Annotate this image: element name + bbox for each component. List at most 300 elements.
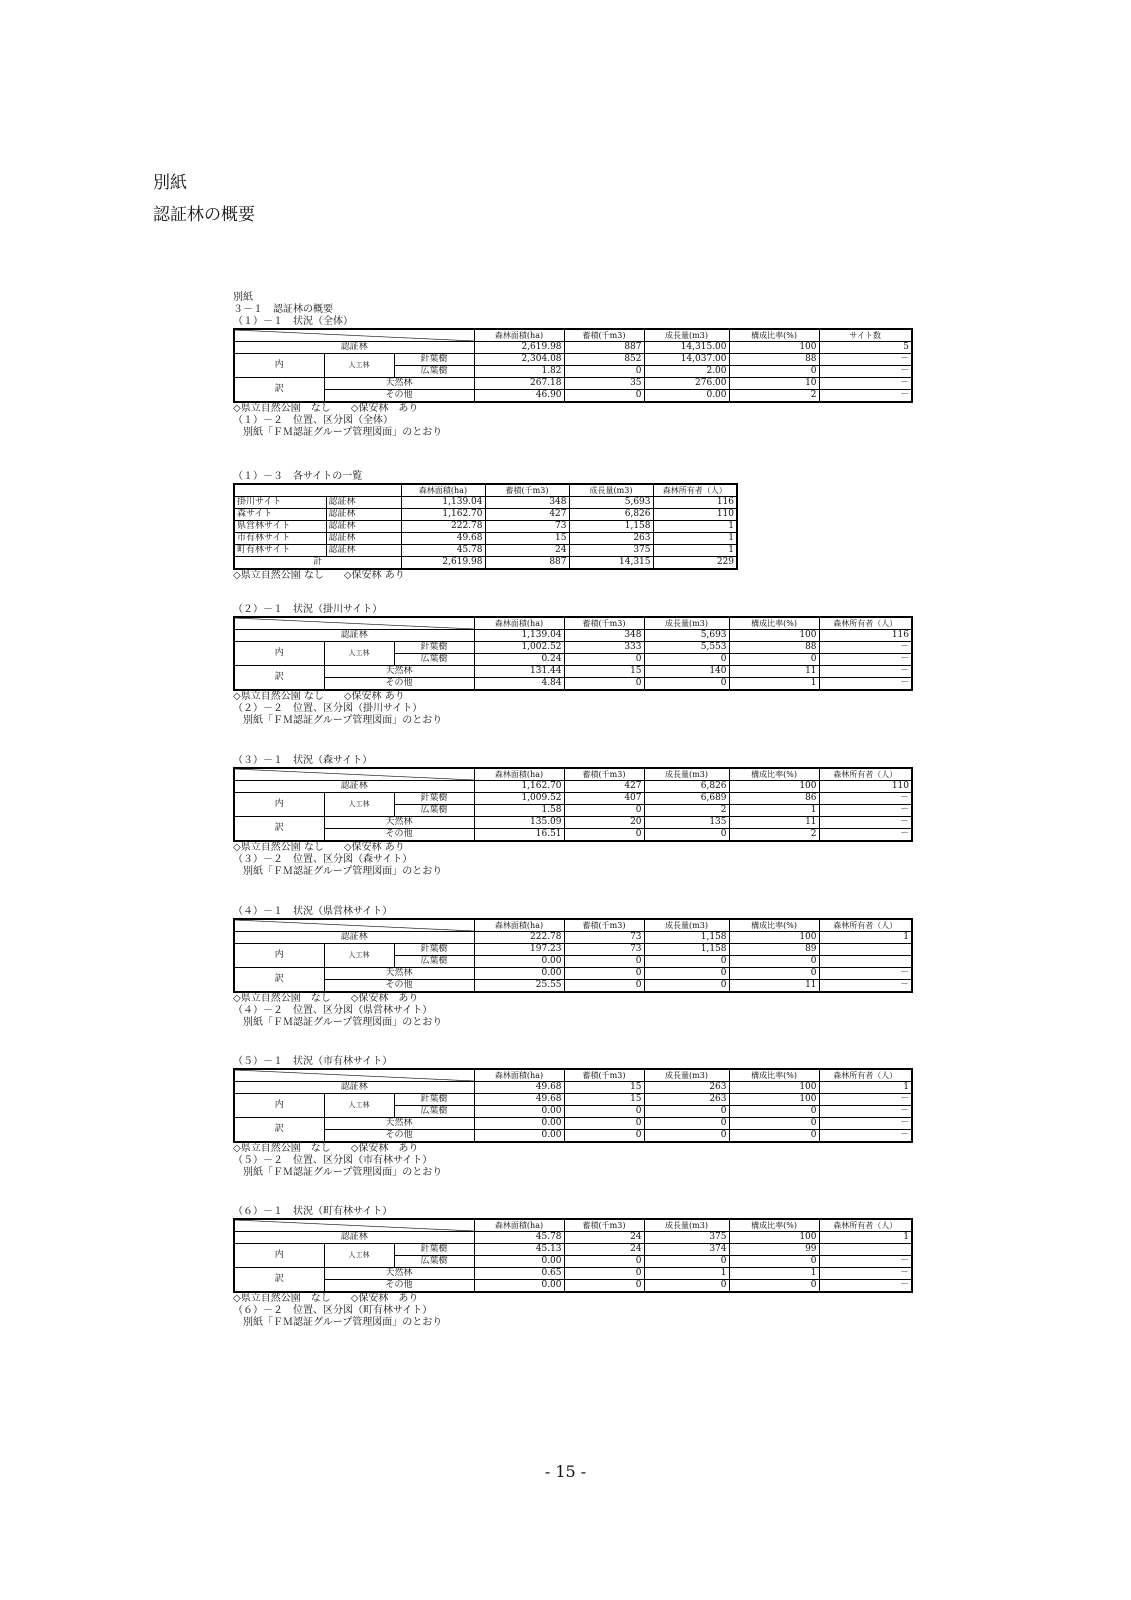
cell: － [819,980,912,993]
row-label: 広葉樹 [394,1106,474,1118]
reference: 別紙「ＦＭ認証グループ管理図面」のとおり [243,715,443,726]
page-header-label: 別紙 [153,173,187,193]
cell: 5,693 [644,630,729,642]
site-status-table [233,616,913,691]
cell: 263 [644,1082,729,1094]
note: ◇県立自然公園 なし ◇保安林 あり [233,842,405,853]
cell: 11 [729,980,819,993]
site-section [233,1206,933,1329]
overall-status-heading: （１）－１ 状況（全体） [233,316,353,327]
col-header: 蓄積(千m3) [564,768,644,781]
overall-status-table [233,328,913,403]
cell: 0 [729,1280,819,1293]
cell: 0 [564,678,644,691]
col-header: 成長量(m3) [644,768,729,781]
cell: 100 [729,1232,819,1244]
cell: 1,139.04 [401,497,485,509]
row-label: 人工林 [324,354,394,378]
row-label: 認証林 [234,630,474,642]
corner-cell [234,768,474,781]
cell: 333 [564,642,644,654]
cell: 0.00 [474,1106,564,1118]
cell: 6,826 [569,509,653,521]
cell: 0 [644,1280,729,1293]
cell: 0 [729,654,819,666]
site-type: 認証林 [326,509,401,521]
cell: － [819,829,912,842]
site-section [233,604,933,727]
reference: 別紙「ＦＭ認証グループ管理図面」のとおり [243,866,443,877]
corner-cell [234,919,474,932]
cell: 0.00 [474,956,564,968]
cell: 100 [729,781,819,793]
note: ◇県立自然公園 なし ◇保安林 あり [233,403,419,414]
cell: 86 [729,793,819,805]
cell: 0 [644,829,729,842]
col-header: 森林面積(ha) [474,617,564,630]
reference: 別紙「ＦＭ認証グループ管理図面」のとおり [243,1167,443,1178]
cell: 131.44 [474,666,564,678]
cell: 0.00 [644,390,729,403]
cell: 35 [564,378,644,390]
row-label: 針葉樹 [394,354,474,366]
cell: 0 [644,1118,729,1130]
row-label: 人工林 [324,1244,394,1268]
cell: 887 [564,342,644,354]
row-label: 人工林 [324,1094,394,1118]
cell: － [819,642,912,654]
site-name: 町有林サイト [234,545,326,557]
col-header: 構成比率(%) [729,617,819,630]
cell: 2 [729,829,819,842]
cell: 45.78 [401,545,485,557]
site-list-row [234,545,737,557]
page-number: - 15 - [544,1462,587,1481]
cell: 1,158 [644,932,729,944]
row-label: 広葉樹 [394,654,474,666]
cell: － [819,1118,912,1130]
cell: 0 [564,1106,644,1118]
reference: 別紙「ＦＭ認証グループ管理図面」のとおり [243,1017,443,1028]
cell: 0 [729,1106,819,1118]
cell: － [819,1106,912,1118]
row-label: 人工林 [324,793,394,817]
cell: 110 [819,781,912,793]
cell: 1 [653,545,737,557]
cell: 0 [564,829,644,842]
row-label: 認証林 [234,781,474,793]
cell: 1 [653,533,737,545]
site-type: 認証林 [326,497,401,509]
cell: 1,158 [644,944,729,956]
cell: 49.68 [474,1094,564,1106]
cell: 0 [564,1280,644,1293]
row-label: その他 [324,1130,474,1143]
page-header-title: 認証林の概要 [153,205,255,225]
row-label: 天然林 [324,1118,474,1130]
cell: 0 [564,1130,644,1143]
cell: 2 [644,805,729,817]
cell: 267.18 [474,378,564,390]
site-status-table [233,1218,913,1293]
row-label: 訳 [234,666,324,691]
cell: 1.82 [474,366,564,378]
cell: 14,315.00 [644,342,729,354]
cell: 1,162.70 [401,509,485,521]
row-label: 訳 [234,968,324,993]
cell: 15 [564,1082,644,1094]
col-header: 蓄積(千m3) [564,1069,644,1082]
cell: 0 [729,1130,819,1143]
cell: 0 [564,1118,644,1130]
row-label: 広葉樹 [394,805,474,817]
note: ◇県立自然公園 なし ◇保安林 あり [233,1143,419,1154]
cell: 0 [644,654,729,666]
cell [819,956,912,968]
col-header: サイト数 [819,329,912,342]
cell: 116 [819,630,912,642]
col-header: 森林所有者（人） [653,484,737,497]
cell [819,1244,912,1256]
cell: 0 [729,956,819,968]
cell: 427 [564,781,644,793]
row-label: その他 [324,390,474,403]
site-name: 市有林サイト [234,533,326,545]
cell: 1 [819,1232,912,1244]
cell: 88 [729,354,819,366]
status-heading: （２）－１ 状況（掛川サイト） [233,604,383,615]
col-header: 構成比率(%) [729,919,819,932]
cell: 0.00 [474,1118,564,1130]
col-header: 蓄積(千m3) [564,329,644,342]
cell: 1 [653,521,737,533]
cell: 375 [569,545,653,557]
cell: 263 [569,533,653,545]
cell: － [819,354,912,366]
cell: 0 [564,1256,644,1268]
row-label: 認証林 [234,932,474,944]
row-label: 認証林 [234,342,474,354]
cell: 15 [564,666,644,678]
site-type: 認証林 [326,545,401,557]
cell: 45.13 [474,1244,564,1256]
cell: 49.68 [401,533,485,545]
cell: － [819,1268,912,1280]
cell: 2,619.98 [474,342,564,354]
col-header: 蓄積(千m3) [564,617,644,630]
site-name: 森サイト [234,509,326,521]
cell: 14,037.00 [644,354,729,366]
cell: 25.55 [474,980,564,993]
site-list-table [233,483,738,570]
cell: 0.00 [474,1130,564,1143]
col-header: 森林面積(ha) [474,768,564,781]
site-name: 県営林サイト [234,521,326,533]
cell: 0 [644,968,729,980]
cell: 10 [729,378,819,390]
cell: － [819,817,912,829]
location-heading: （５）－２ 位置、区分図（市有林サイト） [233,1155,433,1166]
cell: 2 [729,390,819,403]
cell: 24 [564,1244,644,1256]
cell: 6,689 [644,793,729,805]
cell: 0 [564,366,644,378]
cell: 11 [729,817,819,829]
cell: 0 [644,1256,729,1268]
location-heading: （４）－２ 位置、区分図（県営林サイト） [233,1005,433,1016]
cell: － [819,654,912,666]
col-header: 成長量(m3) [644,1219,729,1232]
cell: 5,553 [644,642,729,654]
row-label: 人工林 [324,944,394,968]
cell: 88 [729,642,819,654]
cell: 140 [644,666,729,678]
col-header: 森林所有者（人） [819,768,912,781]
site-section [233,906,933,1029]
cell: 135 [644,817,729,829]
site-list-row [234,533,737,545]
col-header: 森林面積(ha) [474,1069,564,1082]
cell: 229 [653,557,737,570]
row-label: 針葉樹 [394,1244,474,1256]
cell: － [819,1094,912,1106]
site-status-table [233,1068,913,1143]
overall-section [233,292,933,439]
row-label: 訳 [234,817,324,842]
row-label: 内 [234,1244,324,1268]
col-header: 森林面積(ha) [474,1219,564,1232]
col-header: 成長量(m3) [569,484,653,497]
col-header: 成長量(m3) [644,329,729,342]
cell: 11 [729,666,819,678]
cell: 5 [819,342,912,354]
col-header: 構成比率(%) [729,1069,819,1082]
cell: － [819,793,912,805]
row-label: 天然林 [324,817,474,829]
site-list-row [234,521,737,533]
cell [819,944,912,956]
note: ◇県立自然公園 なし ◇保安林 あり [233,1293,419,1304]
cell: 0.00 [474,968,564,980]
cell: 15 [564,1094,644,1106]
total-label: 計 [234,557,401,570]
cell: 0 [644,1106,729,1118]
location-heading: （３）－２ 位置、区分図（森サイト） [233,854,413,865]
col-header: 森林面積(ha) [474,329,564,342]
cell: 24 [485,545,569,557]
status-heading: （５）－１ 状況（市有林サイト） [233,1056,393,1067]
cell: － [819,678,912,691]
cell: － [819,366,912,378]
cell: 1 [729,805,819,817]
sub-heading: 別紙 [233,292,253,303]
cell: 24 [564,1232,644,1244]
col-header: 蓄積(千m3) [485,484,569,497]
site-list-row [234,497,737,509]
row-label: 針葉樹 [394,1094,474,1106]
corner-cell [234,617,474,630]
location-heading: （２）－２ 位置、区分図（掛川サイト） [233,703,423,714]
cell: 89 [729,944,819,956]
cell: 100 [729,342,819,354]
cell: － [819,968,912,980]
cell: 1 [644,1268,729,1280]
note: ◇県立自然公園 なし ◇保安林 あり [233,691,405,702]
cell: 852 [564,354,644,366]
cell: 46.90 [474,390,564,403]
cell: 197.23 [474,944,564,956]
cell: 887 [485,557,569,570]
cell: 1,162.70 [474,781,564,793]
note: ◇県立自然公園 なし ◇保安林 あり [233,993,419,1004]
site-type: 認証林 [326,533,401,545]
cell: 73 [564,944,644,956]
col-header: 構成比率(%) [729,329,819,342]
note: ◇県立自然公園 なし ◇保安林 あり [233,570,405,581]
cell: 49.68 [474,1082,564,1094]
cell: 0 [564,968,644,980]
corner-cell [234,1069,474,1082]
cell: 0 [729,366,819,378]
cell: － [819,1130,912,1143]
cell: － [819,805,912,817]
col-header: 蓄積(千m3) [564,919,644,932]
row-label: 内 [234,354,324,378]
cell: 375 [644,1232,729,1244]
row-label: 内 [234,1094,324,1118]
row-label: 天然林 [324,378,474,390]
site-section [233,1056,933,1179]
row-label: 針葉樹 [394,944,474,956]
cell: 100 [729,630,819,642]
cell: 0 [729,1256,819,1268]
corner-cell [234,484,401,497]
section-title: ３－１ 認証林の概要 [233,304,333,315]
col-header: 蓄積(千m3) [564,1219,644,1232]
cell: 0 [644,980,729,993]
cell: 15 [485,533,569,545]
row-label: 針葉樹 [394,642,474,654]
col-header: 構成比率(%) [729,768,819,781]
col-header: 森林所有者（人） [819,1069,912,1082]
site-list-row [234,509,737,521]
row-label: その他 [324,1280,474,1293]
cell: 99 [729,1244,819,1256]
cell: 1 [819,932,912,944]
reference: 別紙「ＦＭ認証グループ管理図面」のとおり [243,1317,443,1328]
cell: 0 [564,805,644,817]
cell: － [819,1256,912,1268]
row-label: 認証林 [234,1082,474,1094]
cell: 374 [644,1244,729,1256]
site-section [233,755,933,878]
row-label: 訳 [234,1118,324,1143]
cell: 1 [729,678,819,691]
cell: 45.78 [474,1232,564,1244]
row-label: 認証林 [234,1232,474,1244]
cell: 16.51 [474,829,564,842]
cell: 0 [564,956,644,968]
cell: 5,693 [569,497,653,509]
site-list-section [233,471,933,582]
col-header: 森林面積(ha) [474,919,564,932]
cell: 0 [564,1268,644,1280]
col-header: 成長量(m3) [644,1069,729,1082]
row-label: 内 [234,642,324,666]
site-list-heading: （１）－３ 各サイトの一覧 [233,471,363,482]
cell: 348 [564,630,644,642]
cell: 0 [729,1118,819,1130]
cell: 0.24 [474,654,564,666]
cell: 1 [819,1082,912,1094]
col-header: 森林所有者（人） [819,617,912,630]
cell: 73 [485,521,569,533]
corner-cell [234,329,474,342]
row-label: 天然林 [324,666,474,678]
row-label: 人工林 [324,642,394,666]
cell: 0 [644,1130,729,1143]
row-label: 天然林 [324,968,474,980]
row-label: その他 [324,678,474,691]
cell: 1,139.04 [474,630,564,642]
row-label: 広葉樹 [394,366,474,378]
row-label: 針葉樹 [394,793,474,805]
cell: 427 [485,509,569,521]
site-name: 掛川サイト [234,497,326,509]
cell: 135.09 [474,817,564,829]
cell: 1,002.52 [474,642,564,654]
location-heading: （１）－２ 位置、区分図（全体） [233,415,393,426]
cell: － [819,378,912,390]
cell: 0 [564,390,644,403]
cell: 1,009.52 [474,793,564,805]
cell: 276.00 [644,378,729,390]
cell: 2.00 [644,366,729,378]
col-header: 森林面積(ha) [401,484,485,497]
row-label: 訳 [234,378,324,403]
col-header: 構成比率(%) [729,1219,819,1232]
row-label: 訳 [234,1268,324,1293]
status-heading: （３）－１ 状況（森サイト） [233,755,373,766]
status-heading: （６）－１ 状況（町有林サイト） [233,1206,393,1217]
cell: 100 [729,1094,819,1106]
col-header: 森林所有者（人） [819,1219,912,1232]
cell: 6,826 [644,781,729,793]
cell: 1.58 [474,805,564,817]
col-header: 成長量(m3) [644,919,729,932]
row-label: 内 [234,793,324,817]
cell: － [819,666,912,678]
cell: 0 [644,956,729,968]
cell: 100 [729,932,819,944]
row-label: その他 [324,829,474,842]
cell: 1 [729,1268,819,1280]
site-status-table [233,918,913,993]
location-heading: （６）－２ 位置、区分図（町有林サイト） [233,1305,433,1316]
cell: 2,304.08 [474,354,564,366]
cell: 0 [564,980,644,993]
cell: 1,158 [569,521,653,533]
col-header: 森林所有者（人） [819,919,912,932]
cell: 4.84 [474,678,564,691]
row-label: 天然林 [324,1268,474,1280]
cell: 73 [564,932,644,944]
reference: 別紙「ＦＭ認証グループ管理図面」のとおり [243,427,443,438]
cell: 263 [644,1094,729,1106]
site-type: 認証林 [326,521,401,533]
cell: 222.78 [401,521,485,533]
row-label: 内 [234,944,324,968]
